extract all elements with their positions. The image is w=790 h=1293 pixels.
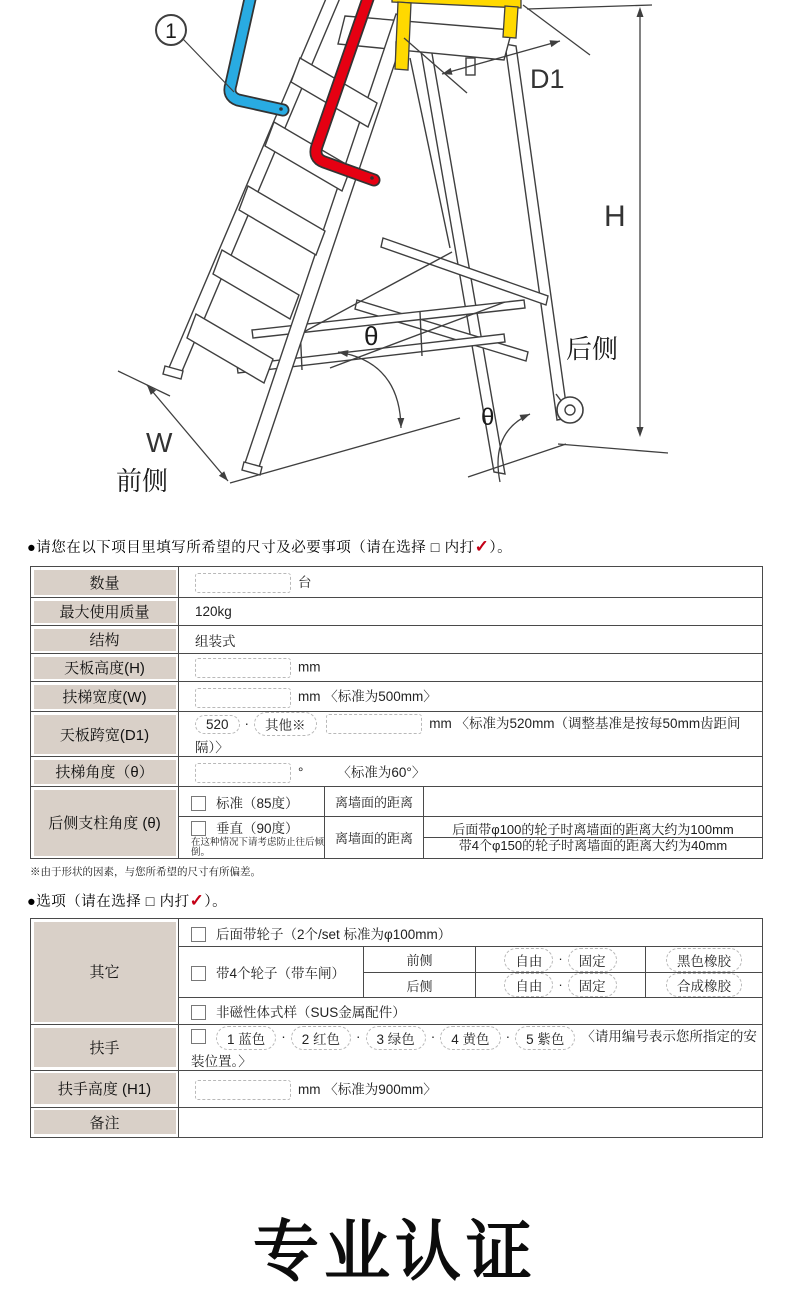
four-wheels-label: 带4个轮子（带车闸） bbox=[216, 966, 346, 982]
callout-1-marker bbox=[156, 15, 234, 92]
angle-input[interactable] bbox=[195, 763, 291, 783]
d1-dimension-label: D1 bbox=[530, 64, 565, 94]
handrail-height-label: 扶手高度 (H1) bbox=[31, 1070, 179, 1107]
separator-dot: · bbox=[356, 1029, 361, 1045]
front-side-label: 前侧 bbox=[406, 953, 433, 969]
width-unit: mm 〈标准为500mm〉 bbox=[298, 689, 437, 705]
w-dimension-label: W bbox=[146, 427, 173, 458]
handrail-color-3-green[interactable]: 3 绿色 bbox=[366, 1026, 426, 1050]
angle-theta-main bbox=[338, 321, 404, 428]
remarks-cell[interactable] bbox=[179, 1107, 763, 1137]
table-row bbox=[31, 712, 763, 757]
distance-detail-150: 带4个φ150的轮子时离墙面的距离大约为40mm bbox=[458, 837, 728, 853]
options-instruction-end: ）。 bbox=[204, 894, 228, 911]
fill-in-instruction bbox=[27, 536, 790, 557]
board-height-label: 天板高度(H) bbox=[31, 654, 179, 682]
remarks-label: 备注 bbox=[31, 1107, 179, 1137]
handrail-height-input[interactable] bbox=[195, 1080, 291, 1100]
page-title: 专业认证 bbox=[253, 1213, 537, 1288]
separator-dot: · bbox=[244, 716, 250, 731]
handrail-height-unit: mm 〈标准为900mm〉 bbox=[298, 1081, 437, 1097]
quantity-label: 数量 bbox=[31, 567, 179, 598]
handrail-color-4-yellow[interactable]: 4 黄色 bbox=[440, 1026, 500, 1050]
red-checkmark-icon: ✓ bbox=[474, 537, 490, 556]
red-checkmark-icon: ✓ bbox=[189, 891, 205, 911]
board-span-label: 天板跨宽(D1) bbox=[31, 712, 179, 757]
width-input[interactable] bbox=[195, 688, 291, 708]
checkbox-standard-85[interactable] bbox=[191, 796, 206, 811]
dimension-w bbox=[118, 371, 566, 483]
black-rubber-pill[interactable]: 黑色橡胶 bbox=[666, 948, 742, 972]
h-dimension-label: H bbox=[604, 200, 626, 233]
caster-wheel-icon bbox=[556, 394, 583, 423]
instruction-text: ●请您在以下项目里填写所希望的尺寸及必要事项（请在选择 □ 内打 bbox=[27, 540, 475, 556]
width-label: 扶梯宽度(W) bbox=[31, 682, 179, 712]
checkbox-four-wheels[interactable] bbox=[191, 966, 206, 981]
vertical-90-label: 垂直（90度） bbox=[216, 821, 299, 837]
ladder-structure bbox=[163, 0, 568, 475]
synthetic-rubber-pill[interactable]: 合成橡胶 bbox=[666, 973, 742, 997]
structure-label: 结构 bbox=[31, 626, 179, 654]
rear-side-label: 后侧 bbox=[406, 978, 433, 994]
rear-side-label: 后侧 bbox=[566, 334, 619, 364]
handrail-color-5-purple[interactable]: 5 紫色 bbox=[515, 1026, 575, 1050]
table-row bbox=[31, 654, 763, 682]
non-magnetic-label: 非磁性体式样（SUS金属配件） bbox=[216, 1005, 406, 1021]
distance-detail-100: 后面带φ100的轮子时离墙面的距离大约为100mm bbox=[424, 822, 762, 838]
quantity-unit: 台 bbox=[298, 574, 312, 590]
handrail-color-2-red[interactable]: 2 红色 bbox=[291, 1026, 351, 1050]
structure-value: 组装式 bbox=[195, 633, 236, 649]
other-label: 其它 bbox=[31, 919, 179, 1025]
table-row bbox=[31, 567, 763, 598]
checkbox-non-magnetic[interactable] bbox=[191, 1005, 206, 1020]
ladder-diagram bbox=[0, 0, 790, 512]
standard-distance-cell bbox=[424, 787, 763, 817]
handrail-color-1-blue[interactable]: 1 蓝色 bbox=[216, 1026, 276, 1050]
shape-footnote: ※由于形状的因素，与您所希望的尺寸有所偏差。 bbox=[30, 866, 261, 879]
table-row bbox=[31, 598, 763, 626]
rear-fixed-pill[interactable]: 固定 bbox=[568, 973, 617, 997]
instruction-text-end: ）。 bbox=[489, 540, 513, 556]
rear-post-angle-label: 后侧支柱角度 (θ) bbox=[31, 787, 179, 859]
separator-dot: · bbox=[281, 1029, 286, 1045]
front-side-label: 前侧 bbox=[116, 466, 169, 496]
rear-wheels-label: 后面带轮子（2个/set 标准为φ100mm） bbox=[216, 926, 452, 942]
table-row bbox=[31, 1025, 763, 1070]
blue-handrail bbox=[230, 0, 283, 111]
front-free-pill[interactable]: 自由 bbox=[504, 948, 553, 972]
board-height-input[interactable] bbox=[195, 658, 291, 678]
degree-sign: ° bbox=[298, 764, 304, 780]
theta-main-label: θ bbox=[364, 321, 379, 351]
options-instruction-text: ●选项（请在选择 □ 内打 bbox=[27, 894, 190, 911]
angle-standard-note: 〈标准为60°〉 bbox=[337, 764, 426, 780]
rear-free-pill[interactable]: 自由 bbox=[504, 973, 553, 997]
span-520-pill[interactable]: 520 bbox=[195, 715, 240, 734]
max-load-label: 最大使用质量 bbox=[31, 598, 179, 626]
max-load-value: 120kg bbox=[195, 604, 232, 619]
table-row bbox=[31, 626, 763, 654]
table-row bbox=[31, 757, 763, 787]
wall-distance-label: 离墙面的距离 bbox=[334, 795, 413, 811]
separator-dot: · bbox=[558, 976, 563, 992]
board-height-unit: mm bbox=[298, 659, 321, 675]
span-other-pill[interactable]: 其他※ bbox=[254, 712, 317, 736]
angle-label: 扶梯角度（θ） bbox=[31, 757, 179, 787]
handrail-label: 扶手 bbox=[31, 1025, 179, 1070]
separator-dot: · bbox=[558, 951, 563, 967]
front-fixed-pill[interactable]: 固定 bbox=[568, 948, 617, 972]
wall-distance-label: 离墙面的距离 bbox=[334, 831, 413, 847]
board-span-input[interactable] bbox=[326, 714, 422, 734]
checkbox-vertical-90[interactable] bbox=[191, 821, 206, 836]
spec-table bbox=[30, 566, 763, 859]
quantity-input[interactable] bbox=[195, 573, 291, 593]
table-row bbox=[31, 682, 763, 712]
checkbox-rear-wheels[interactable] bbox=[191, 927, 206, 942]
vertical-90-warning: 在这种情况下请考虑防止往后倾倒。 bbox=[191, 837, 325, 859]
callout-1-number: 1 bbox=[165, 20, 177, 43]
checkbox-handrail[interactable] bbox=[191, 1029, 206, 1044]
separator-dot: · bbox=[430, 1029, 436, 1045]
table-row bbox=[31, 1107, 763, 1137]
table-row bbox=[31, 787, 763, 817]
handrail-position-note: 〈请用编号表示您所指定的安装位置。〉 bbox=[191, 1029, 757, 1069]
table-row bbox=[31, 1070, 763, 1107]
options-table bbox=[30, 918, 763, 1137]
options-instruction bbox=[27, 890, 790, 911]
board-span-unit: mm 〈标准为520mm（调整基准是按每50mm齿距间隔）〉 bbox=[195, 716, 741, 756]
table-row bbox=[31, 919, 763, 947]
standard-85-label: 标准（85度） bbox=[216, 795, 299, 811]
theta-rear-label: θ bbox=[481, 404, 495, 431]
separator-dot: · bbox=[505, 1029, 511, 1045]
